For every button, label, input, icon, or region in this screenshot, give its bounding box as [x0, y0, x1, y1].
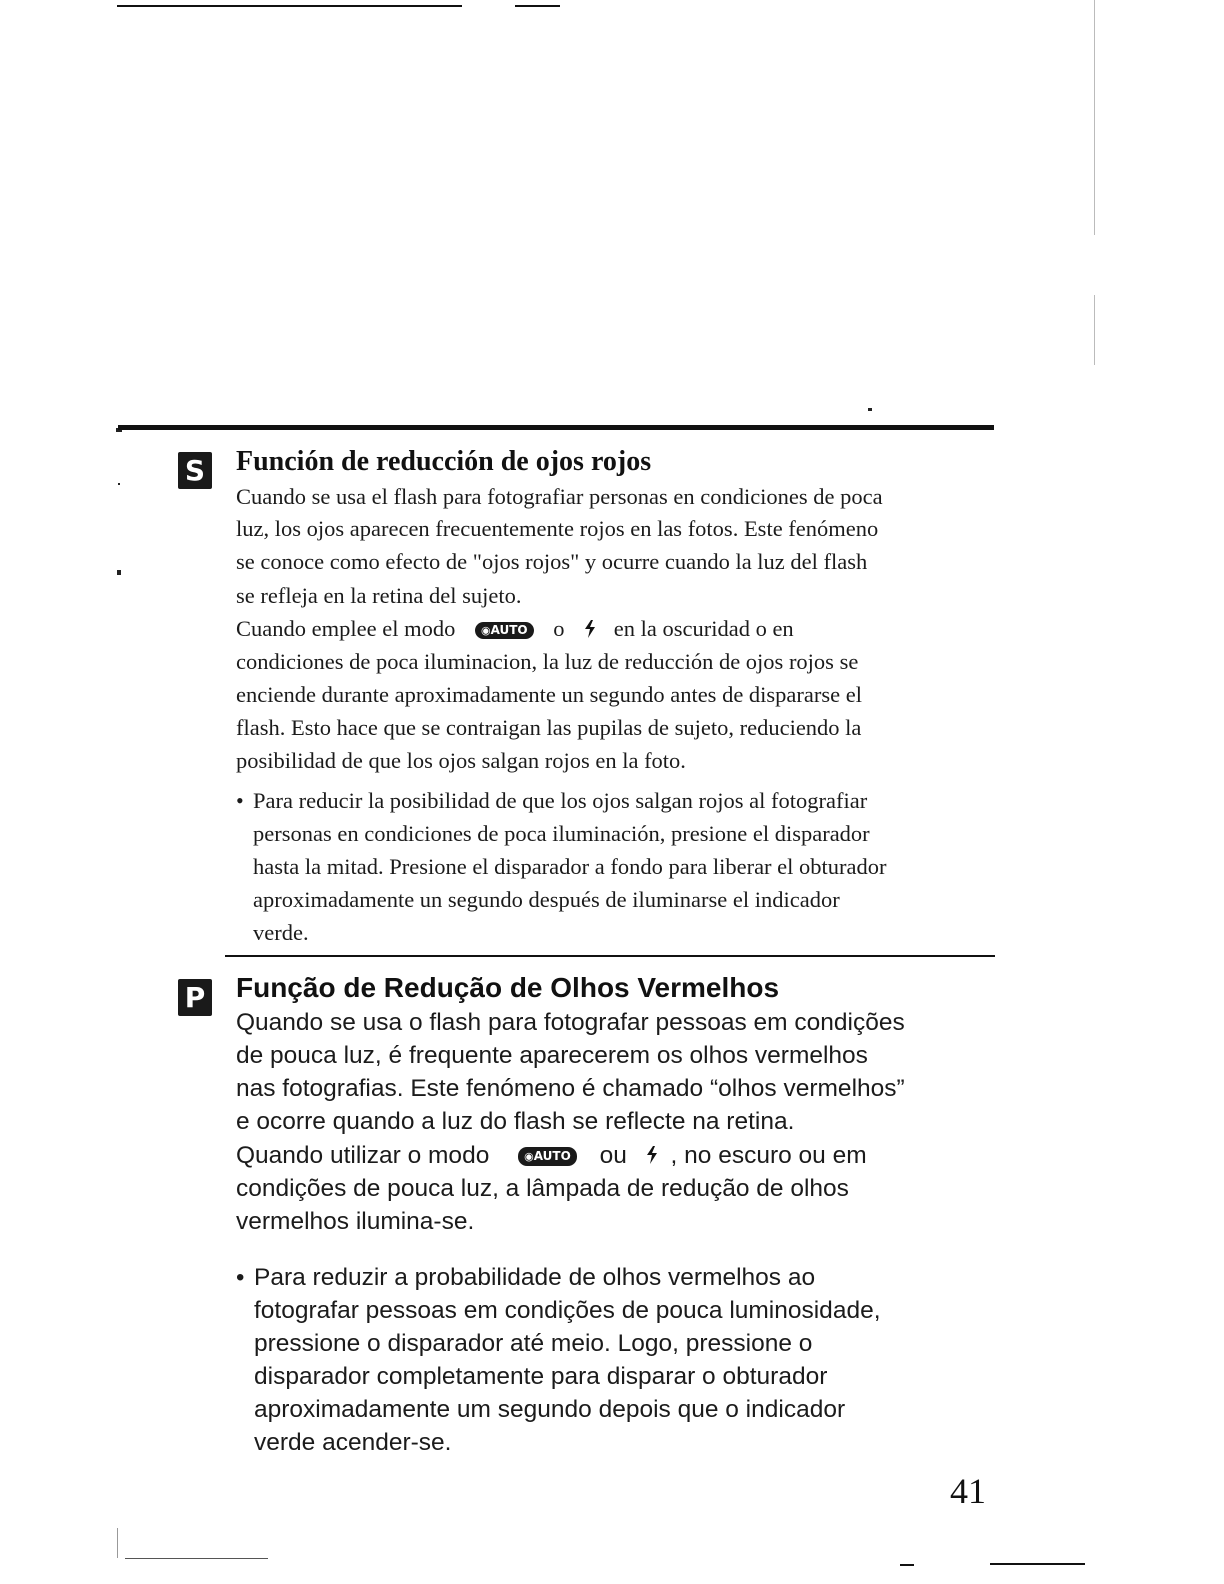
spanish-mode-line: [236, 616, 794, 644]
spanish-mode-suffix: en la oscuridad o en: [613, 616, 794, 641]
spanish-bullet-line: Para reducir la posibilidad de que los ojos salgan rojos al fotografiar: [253, 788, 868, 813]
portuguese-p2-line: condições de pouca luz, a lâmpada de redução de olhos: [236, 1175, 849, 1202]
spanish-bullet-line: aproximadamente un segundo después de iluminarse el indicador: [253, 887, 840, 912]
right-margin-line-upper: [1094, 0, 1095, 235]
bottom-right-line: [990, 1563, 1085, 1565]
spanish-p1-line: Cuando se usa el flash para fotografiar personas en condiciones de poca: [236, 484, 883, 509]
bullet-icon: •: [236, 1264, 245, 1291]
top-rule-right: [515, 5, 560, 7]
language-badge-portuguese: P: [178, 979, 212, 1016]
portuguese-mode-suffix: , no escuro ou em: [670, 1142, 867, 1169]
portuguese-bullet-line: aproximadamente um segundo depois que o indicador: [254, 1396, 846, 1423]
speck: [118, 483, 120, 485]
portuguese-p1-line: e ocorre quando a luz do flash se reflecte na retina.: [236, 1108, 795, 1135]
bottom-right-dash: [900, 1564, 914, 1566]
spanish-mode-or: o: [553, 616, 565, 641]
bullet-icon: •: [236, 788, 244, 813]
spanish-p2-line: condiciones de poca iluminacion, la luz de reducción de ojos rojos se: [236, 649, 859, 674]
spanish-mode-prefix: Cuando emplee el modo: [236, 616, 456, 641]
page-number: 41: [950, 1471, 986, 1511]
flash-icon: [646, 1143, 658, 1171]
portuguese-mode-prefix: Quando utilizar o modo: [236, 1142, 490, 1169]
spanish-bullet-line: hasta la mitad. Presione el disparador a fondo para liberar el obturador: [253, 854, 887, 879]
red-eye-auto-icon: ◉AUTO: [475, 622, 534, 639]
portuguese-bullet-line: verde acender-se.: [254, 1429, 452, 1456]
section-top-rule: [118, 425, 994, 430]
portuguese-mode-or: ou: [599, 1142, 627, 1169]
section-divider: [225, 955, 995, 957]
flash-icon: [584, 618, 596, 644]
portuguese-bullet-line: fotografar pessoas em condições de pouca luminosidade,: [254, 1297, 881, 1324]
auto-label: AUTO: [490, 623, 528, 638]
spanish-p2-line: posibilidad de que los ojos salgan rojos en la foto.: [236, 748, 686, 773]
spanish-p2-line: flash. Esto hace que se contraigan las pupilas de sujeto, reduciendo la: [236, 715, 862, 740]
portuguese-title: Função de Redução de Olhos Vermelhos: [236, 972, 780, 1003]
spanish-p2-line: enciende durante aproximadamente un segundo antes de dispararse el: [236, 682, 863, 707]
language-badge-spanish: S: [178, 452, 212, 489]
spanish-p1-line: se refleja en la retina del sujeto.: [236, 583, 522, 608]
speck: [117, 570, 121, 575]
portuguese-bullet-line: disparador completamente para disparar o obturador: [254, 1363, 828, 1390]
portuguese-p1-line: Quando se usa o flash para fotografar pessoas em condições: [236, 1009, 905, 1036]
portuguese-bullet-line: Para reduzir a probabilidade de olhos vermelhos ao: [254, 1264, 816, 1291]
speck: [868, 408, 872, 411]
bottom-left-line: [125, 1558, 268, 1559]
spanish-bullet-line: personas en condiciones de poca iluminación, presione el disparador: [253, 821, 870, 846]
spanish-bullet-line: verde.: [253, 920, 309, 945]
auto-label: AUTO: [533, 1149, 571, 1164]
portuguese-mode-line: [236, 1142, 867, 1171]
spanish-p1-line: luz, los ojos aparecen frecuentemente rojos en las fotos. Este fenómeno: [236, 516, 879, 541]
portuguese-p1-line: nas fotografias. Este fenómeno é chamado “olhos vermelhos”: [236, 1075, 905, 1102]
red-eye-auto-icon: ◉AUTO: [518, 1147, 577, 1166]
portuguese-p2-line: vermelhos ilumina-se.: [236, 1208, 475, 1235]
top-rule-left: [117, 5, 462, 7]
spanish-title: Función de reducción de ojos rojos: [236, 446, 652, 477]
portuguese-bullet-line: pressione o disparador até meio. Logo, pressione o: [254, 1330, 813, 1357]
spanish-p1-line: se conoce como efecto de "ojos rojos" y ocurre cuando la luz del flash: [236, 549, 868, 574]
right-margin-line-lower: [1094, 295, 1095, 365]
bottom-left-tick: [117, 1528, 118, 1558]
portuguese-p1-line: de pouca luz, é frequente aparecerem os olhos vermelhos: [236, 1042, 868, 1069]
